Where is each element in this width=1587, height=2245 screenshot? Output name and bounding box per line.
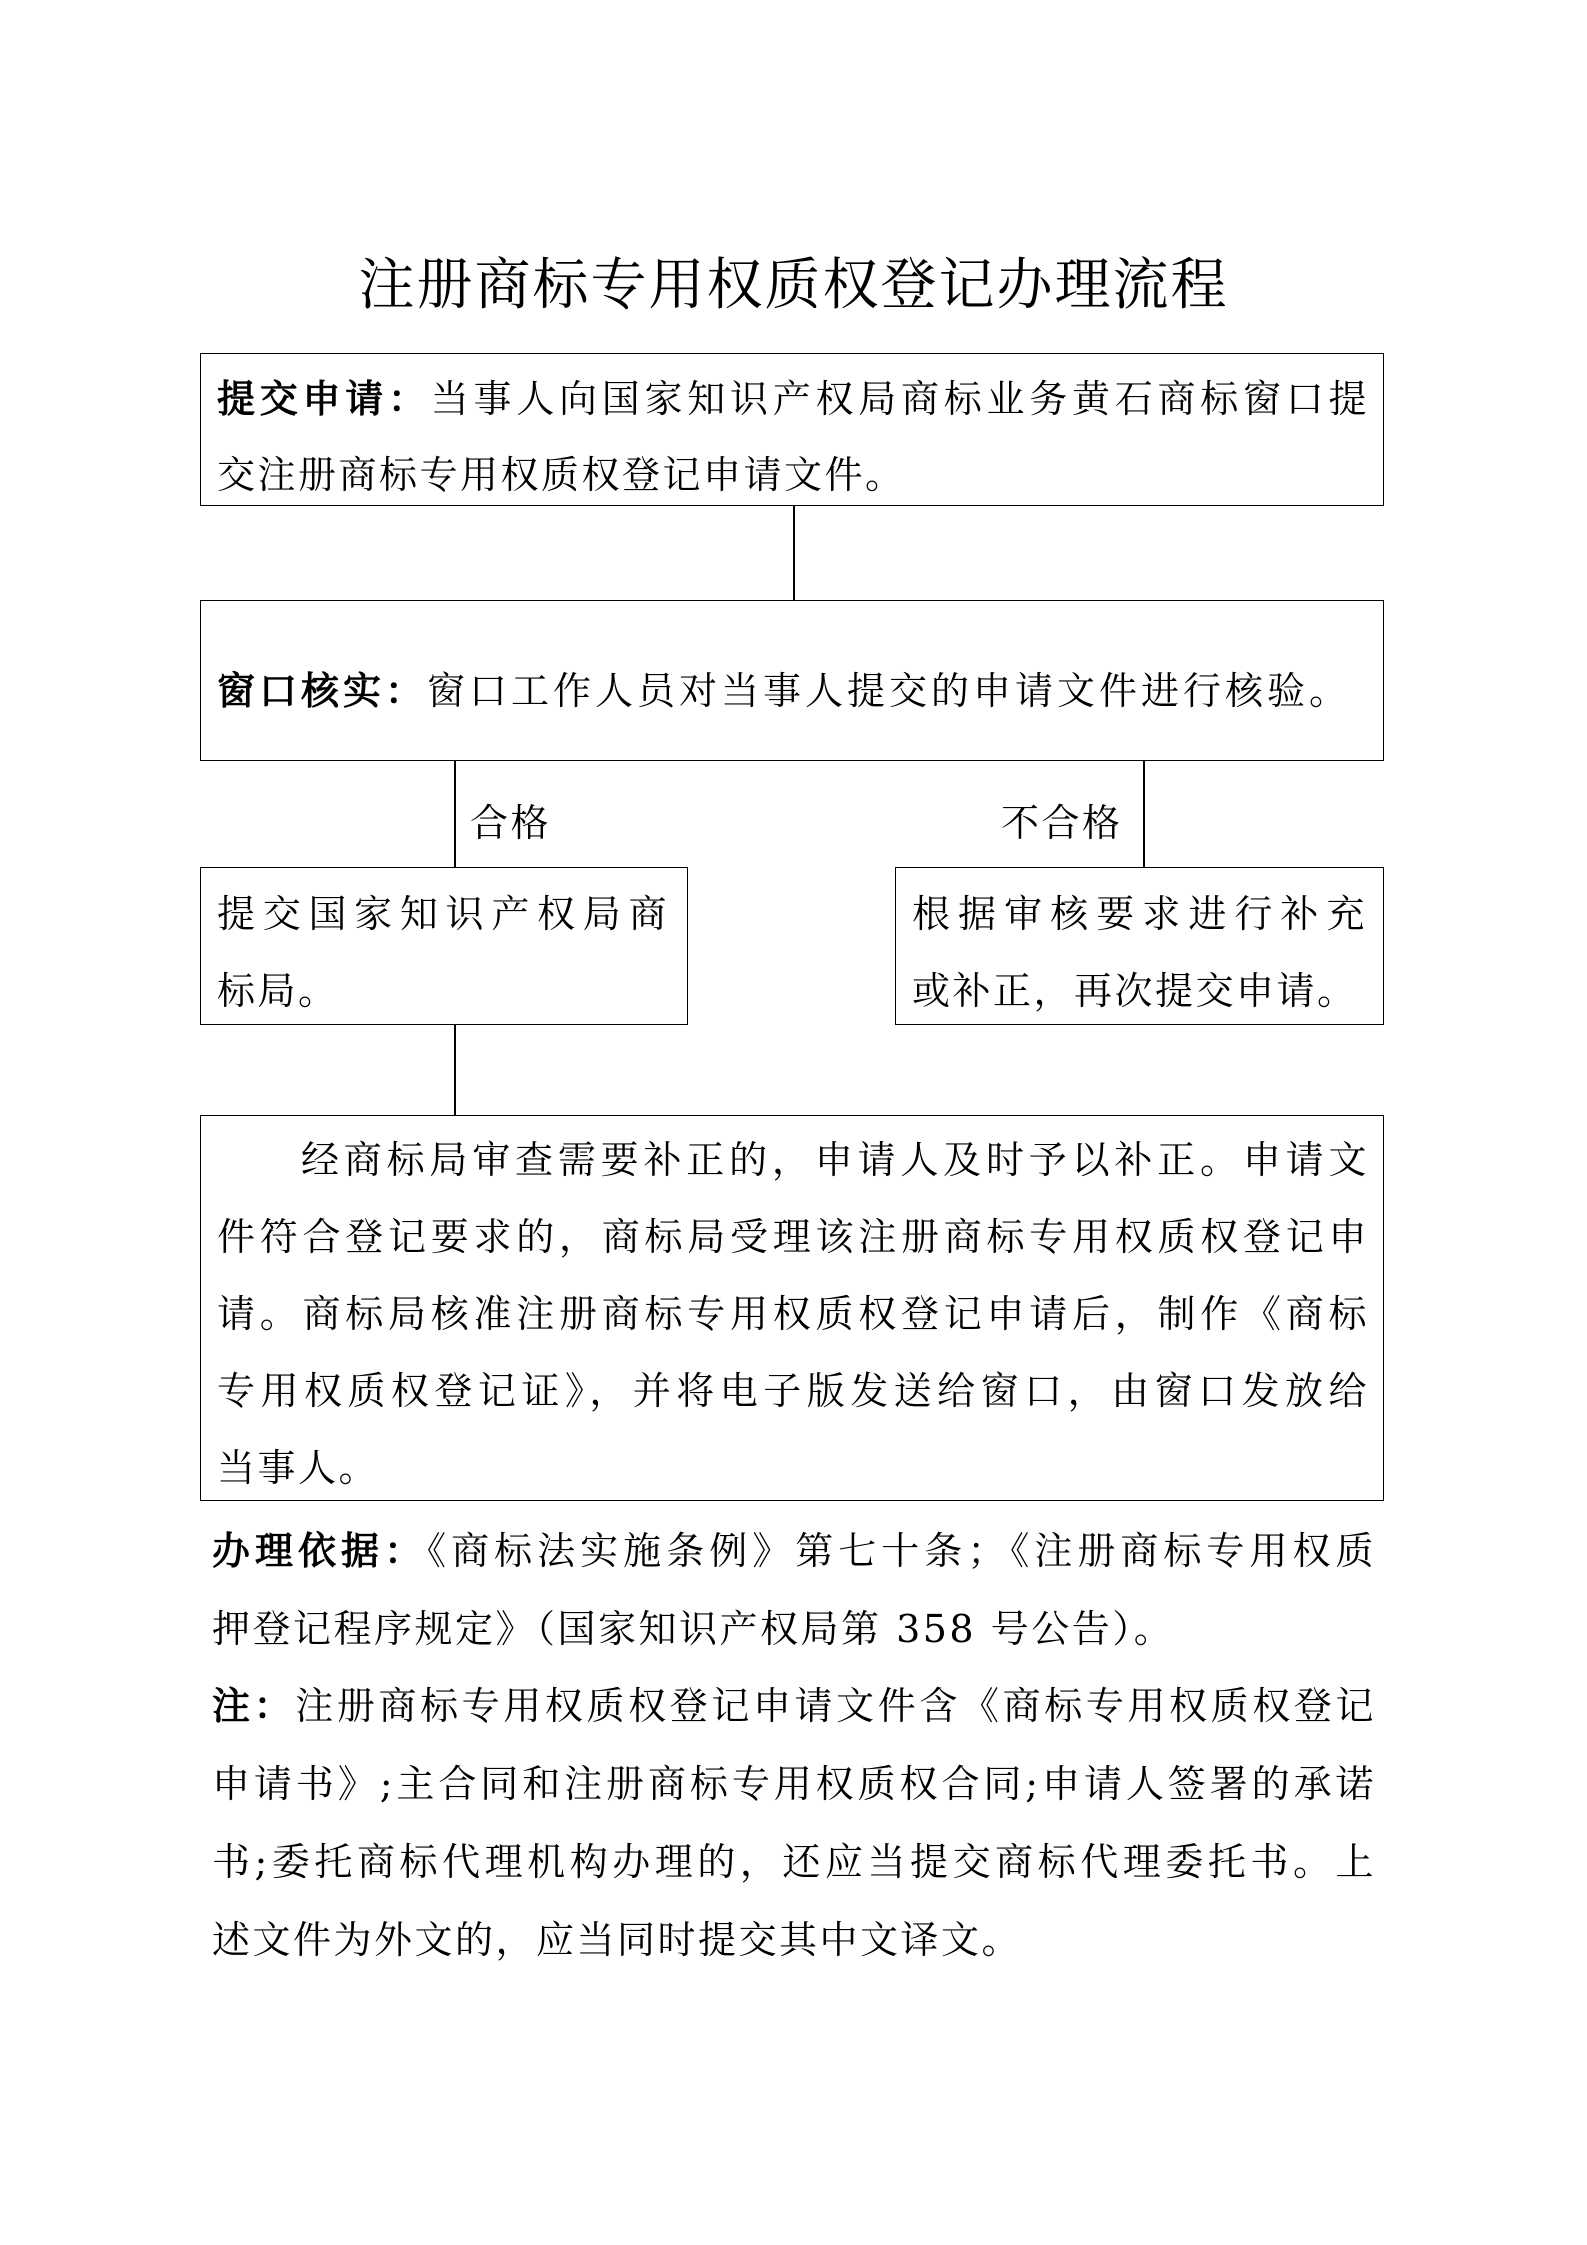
basis-text-1: 《商标法实施条例》第七十条；《注册商标专用权质 xyxy=(427,1529,1376,1573)
verify-label: 窗口核实： xyxy=(217,668,428,713)
submit-text-1: 当事人向国家知识产权局商标业务黄石商标窗口提 xyxy=(430,377,1369,421)
basis-label: 办理依据： xyxy=(212,1528,428,1573)
note-label: 注： xyxy=(212,1683,296,1728)
review-line-2: 件符合登记要求的，商标局受理该注册商标专用权质权登记申 xyxy=(217,1215,1369,1259)
submit-line-1 xyxy=(217,360,1369,437)
connector-pass-review xyxy=(454,1025,456,1115)
pass-line-1: 提交国家知识产权局商 xyxy=(217,892,669,936)
note-line-4: 述文件为外文的，应当同时提交其中文译文。 xyxy=(212,1918,1023,1962)
step-pass-box xyxy=(200,867,688,1025)
verify-line-1 xyxy=(217,652,1369,729)
branch-pass-label: 合格 xyxy=(470,801,552,845)
page-title: 注册商标专用权质权登记办理流程 xyxy=(358,253,1229,318)
review-line-1: 经商标局审查需要补正的，申请人及时予以补正。申请文 xyxy=(301,1138,1369,1182)
legal-basis-paragraph xyxy=(212,1512,1376,1668)
note-line-1 xyxy=(212,1667,1376,1745)
basis-line-2: 押登记程序规定》（国家知识产权局第 358 号公告）。 xyxy=(212,1607,1175,1651)
branch-fail-label: 不合格 xyxy=(1001,801,1123,845)
fail-line-1: 根据审核要求进行补充 xyxy=(912,892,1367,936)
verify-text-1: 窗口工作人员对当事人提交的申请文件进行核验。 xyxy=(427,669,1352,713)
fail-line-2: 或补正，再次提交申请。 xyxy=(912,969,1358,1013)
note-text-1: 注册商标专用权质权登记申请文件含《商标专用权质权登记 xyxy=(295,1684,1376,1728)
note-line-3: 书;委托商标代理机构办理的，还应当提交商标代理委托书。上 xyxy=(212,1840,1376,1884)
step-submit-box xyxy=(200,353,1384,506)
basis-line-1 xyxy=(212,1512,1376,1590)
connector-verify-fail xyxy=(1143,761,1145,868)
review-line-4: 专用权质权登记证》，并将电子版发送给窗口，由窗口发放给 xyxy=(217,1369,1369,1413)
review-line-3: 请。商标局核准注册商标专用权质权登记申请后，制作《商标 xyxy=(217,1292,1369,1336)
pass-line-2: 标局。 xyxy=(217,969,339,1013)
submit-label: 提交申请： xyxy=(217,376,431,421)
step-review-box xyxy=(200,1115,1384,1501)
submit-line-2: 交注册商标专用权质权登记申请文件。 xyxy=(217,453,906,497)
note-line-2: 申请书》;主合同和注册商标专用权质权合同;申请人签署的承诺 xyxy=(212,1762,1376,1806)
connector-submit-verify xyxy=(793,506,795,601)
step-fail-box xyxy=(895,867,1384,1025)
step-verify-box xyxy=(200,600,1384,761)
connector-verify-pass xyxy=(454,761,456,868)
note-paragraph xyxy=(212,1667,1376,1979)
review-line-5: 当事人。 xyxy=(217,1446,380,1490)
